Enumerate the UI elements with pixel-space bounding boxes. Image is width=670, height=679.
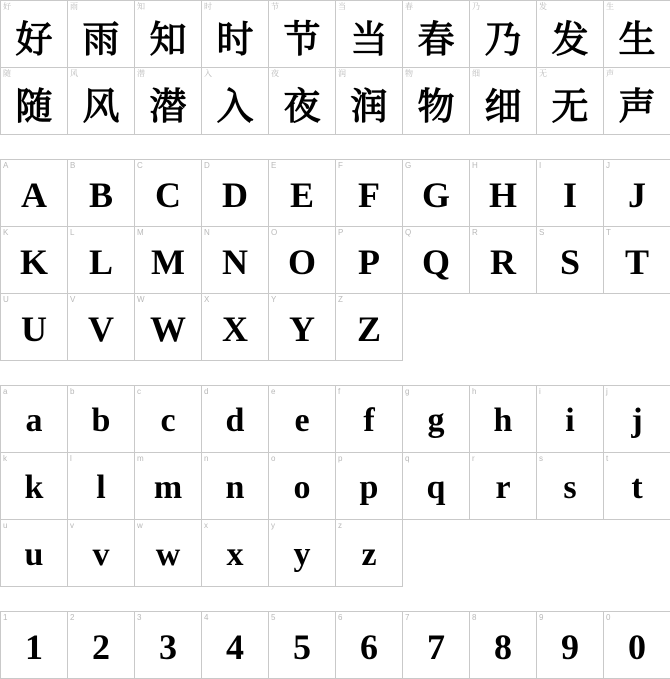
glyph-sample: 潜 [149,86,187,128]
glyph-cell[interactable] [68,612,135,679]
glyph-tag-label: U [3,295,9,304]
glyph-tag-label: r [472,454,475,463]
glyph-sample: p [359,469,379,506]
glyph-sample: g [427,402,445,439]
glyph-cell[interactable] [1,520,68,587]
glyph-sample: F [358,174,380,215]
glyph-tag-label: m [137,454,144,463]
glyph-cell[interactable] [135,294,202,361]
glyph-cell[interactable] [403,612,470,679]
glyph-tag-label: 6 [338,613,343,622]
glyph-tag-label: 7 [405,613,410,622]
glyph-sample: 细 [484,86,522,128]
glyph-cell[interactable] [68,68,135,135]
glyph-cell[interactable] [135,160,202,227]
glyph-sample: 物 [417,86,455,128]
glyph-cell[interactable] [269,612,336,679]
glyph-cell[interactable] [269,160,336,227]
glyph-sample: G [421,174,450,215]
glyph-cell[interactable] [202,1,269,68]
glyph-tag-label: C [137,161,143,170]
digits-block [0,611,670,679]
glyph-cell[interactable] [336,227,403,294]
glyph-tag-label: 无 [539,69,547,78]
glyph-tag-label: W [137,295,145,304]
glyph-sample: P [358,241,380,282]
glyph-tag-label: 节 [271,2,279,11]
glyph-tag-label: b [70,387,75,396]
glyph-cell[interactable] [269,1,336,68]
glyph-sample [403,294,469,360]
glyph-tag-label: w [137,521,143,530]
glyph-tag-label: 随 [3,69,11,78]
glyph-sample: f [363,402,375,439]
glyph-cell[interactable] [68,520,135,587]
glyph-sample: Z [356,308,381,349]
glyph-tag-label: T [606,228,611,237]
glyph-cell[interactable] [68,227,135,294]
glyph-tag-label: a [3,387,8,396]
glyph-cell[interactable] [336,520,403,587]
glyph-tag-label: I [539,161,542,170]
glyph-tag-label: E [271,161,277,170]
glyph-sample: L [88,241,113,282]
glyph-cell[interactable] [470,453,537,520]
glyph-tag-label: 乃 [472,2,480,11]
glyph-tag-label: J [606,161,610,170]
glyph-sample: W [150,308,186,349]
glyph-tag-label: 风 [70,69,78,78]
glyph-cell[interactable] [470,68,537,135]
lowercase-block [0,385,670,587]
glyph-cell[interactable] [135,520,202,587]
glyph-tag-label: c [137,387,141,396]
glyph-cell[interactable] [336,294,403,361]
glyph-sample: 风 [82,86,120,128]
glyph-tag-label: 春 [405,2,413,11]
glyph-sample: 声 [618,86,656,128]
glyph-tag-label: v [70,521,74,530]
glyph-tag-label: D [204,161,210,170]
glyph-tag-label: n [204,454,209,463]
glyph-sample: o [293,469,311,506]
glyph-sample: 0 [628,626,646,667]
glyph-tag-label: A [3,161,9,170]
uppercase-block [0,159,670,361]
glyph-sample: A [21,174,47,215]
glyph-cell[interactable] [604,160,670,227]
glyph-sample: 春 [417,19,455,61]
glyph-sample: M [151,241,185,282]
glyph-sample: l [96,469,106,506]
glyph-tag-label: L [70,228,75,237]
glyph-sample: z [361,536,377,573]
glyph-sample: 乃 [484,19,522,61]
glyph-tag-label: x [204,521,208,530]
glyph-cell[interactable] [537,453,604,520]
glyph-cell-empty [604,294,670,361]
glyph-cell[interactable] [403,1,470,68]
glyph-sample [537,520,603,586]
glyph-tag-label: Y [271,295,277,304]
glyph-sample: 润 [350,86,388,128]
glyph-sample: 3 [159,626,177,667]
glyph-cell[interactable] [1,453,68,520]
glyph-cell-empty [537,294,604,361]
glyph-sample: 4 [226,626,244,667]
glyph-sample: 好 [15,19,53,61]
glyph-tag-label: 润 [338,69,346,78]
glyph-cell[interactable] [537,160,604,227]
glyph-cell[interactable] [470,612,537,679]
glyph-tag-label: 知 [137,2,145,11]
glyph-tag-label: N [204,228,210,237]
glyph-cell-empty [604,520,670,587]
glyph-tag-label: O [271,228,278,237]
glyph-sample: B [88,174,113,215]
glyph-cell[interactable] [537,1,604,68]
glyph-cell[interactable] [1,1,68,68]
glyph-tag-label: q [405,454,410,463]
glyph-sample: R [490,241,516,282]
glyph-cell[interactable] [403,453,470,520]
glyph-tag-label: S [539,228,545,237]
glyph-tag-label: t [606,454,609,463]
glyph-tag-label: y [271,521,275,530]
glyph-sample: T [624,241,649,282]
glyph-sample: q [426,469,446,506]
glyph-tag-label: 2 [70,613,75,622]
glyph-tag-label: d [204,387,209,396]
glyph-sample [604,294,670,360]
glyph-sample: 当 [350,19,388,61]
glyph-cell[interactable] [336,68,403,135]
glyph-sample: 6 [360,626,378,667]
glyph-tag-label: p [338,454,343,463]
glyph-sample: 7 [427,626,445,667]
glyph-sample: D [222,174,248,215]
glyph-tag-label: G [405,161,412,170]
glyph-sample: 雨 [82,19,120,61]
glyph-sample: 入 [216,86,254,128]
glyph-tag-label: 潜 [137,69,145,78]
glyph-sample: c [160,402,176,439]
glyph-tag-label: l [70,454,72,463]
glyph-tag-label: R [472,228,478,237]
glyph-sample: I [562,174,577,215]
glyph-cell[interactable] [604,68,670,135]
glyph-sample: V [88,308,114,349]
glyph-cell[interactable] [537,68,604,135]
glyph-cell[interactable] [202,294,269,361]
glyph-cell-empty [403,520,470,587]
block-spacer [0,361,670,385]
glyph-sample: v [92,536,110,573]
glyph-cell[interactable] [269,294,336,361]
block-spacer [0,135,670,159]
glyph-sample: e [294,402,310,439]
glyph-sample: 节 [283,19,321,61]
glyph-sample: h [493,402,513,439]
glyph-tag-label: 3 [137,613,142,622]
glyph-cell[interactable] [269,520,336,587]
glyph-tag-label: B [70,161,76,170]
glyph-cell[interactable] [1,612,68,679]
glyph-cell[interactable] [604,227,670,294]
glyph-cell[interactable] [135,386,202,453]
glyph-tag-label: 生 [606,2,614,11]
glyph-tag-label: Z [338,295,343,304]
glyph-cell[interactable] [1,386,68,453]
glyph-tag-label: h [472,387,477,396]
glyph-tag-label: 雨 [70,2,78,11]
glyph-sample [470,294,536,360]
glyph-tag-label: j [606,387,608,396]
glyph-cell[interactable] [135,1,202,68]
glyph-cell[interactable] [68,294,135,361]
glyph-sample: O [287,241,316,282]
glyph-sample: 5 [293,626,311,667]
glyph-cell[interactable] [269,68,336,135]
glyph-tag-label: 入 [204,69,212,78]
glyph-sample [537,294,603,360]
glyph-tag-label: 细 [472,69,480,78]
glyph-sample: H [488,174,517,215]
glyph-cell[interactable] [537,227,604,294]
glyph-cell[interactable] [336,453,403,520]
glyph-sample: K [19,241,48,282]
glyph-sample: u [24,536,44,573]
glyph-cell[interactable] [1,68,68,135]
glyph-sample: b [91,402,111,439]
glyph-sample: s [563,469,577,506]
glyph-sample: N [222,241,248,282]
glyph-cell[interactable] [470,160,537,227]
glyph-sample: 2 [92,626,110,667]
glyph-sample: Q [421,241,450,282]
glyph-tag-label: K [3,228,9,237]
glyph-tag-label: o [271,454,276,463]
glyph-tag-label: 发 [539,2,547,11]
glyph-cell[interactable] [202,612,269,679]
glyph-tag-label: 声 [606,69,614,78]
glyph-sample: k [24,469,44,506]
glyph-sample: 无 [551,86,589,128]
glyph-sample: 8 [494,626,512,667]
glyph-sample: m [153,469,183,506]
glyph-cell[interactable] [202,160,269,227]
glyph-sample: U [21,308,47,349]
glyph-cell[interactable] [202,386,269,453]
glyph-tag-label: 0 [606,613,611,622]
glyph-cell[interactable] [202,453,269,520]
glyph-cell[interactable] [403,160,470,227]
glyph-tag-label: 4 [204,613,209,622]
glyph-cell-empty [470,294,537,361]
glyph-tag-label: 9 [539,613,544,622]
glyph-sample: a [25,402,43,439]
glyph-cell[interactable] [604,612,670,679]
glyph-sample: n [225,469,245,506]
glyph-sample: j [631,402,643,439]
glyph-sample: C [155,174,181,215]
glyph-sample [604,520,670,586]
glyph-sample: Y [289,308,315,349]
glyph-tag-label: i [539,387,541,396]
glyph-tag-label: 当 [338,2,346,11]
glyph-sample: 随 [15,86,53,128]
glyph-tag-label: 8 [472,613,477,622]
glyph-sample: 生 [618,19,656,61]
glyph-sample: y [293,536,311,573]
glyph-sample: 夜 [283,86,321,128]
glyph-cell[interactable] [537,612,604,679]
glyph-cell[interactable] [135,453,202,520]
glyph-sample: S [559,241,581,282]
glyph-cell[interactable] [403,227,470,294]
glyph-tag-label: V [70,295,76,304]
glyph-tag-label: 5 [271,613,276,622]
glyph-sample: t [631,469,643,506]
glyph-tag-label: M [137,228,144,237]
glyph-tag-label: e [271,387,276,396]
glyph-sample: i [565,402,575,439]
glyph-cell[interactable] [604,453,670,520]
glyph-tag-label: X [204,295,210,304]
glyph-cell[interactable] [269,227,336,294]
glyph-cell[interactable] [403,68,470,135]
glyph-tag-label: 时 [204,2,212,11]
glyph-cell[interactable] [202,227,269,294]
glyph-cell[interactable] [1,160,68,227]
glyph-tag-label: k [3,454,7,463]
glyph-cell[interactable] [269,453,336,520]
glyph-tag-label: f [338,387,341,396]
glyph-cell[interactable] [336,386,403,453]
glyph-sample: J [628,174,646,215]
glyph-cell[interactable] [336,160,403,227]
glyph-sample: 知 [149,19,187,61]
glyph-tag-label: g [405,387,410,396]
glyph-sample: d [225,402,245,439]
glyph-sample: 9 [561,626,579,667]
cjk-block [0,0,670,135]
glyph-cell[interactable] [470,386,537,453]
glyph-tag-label: s [539,454,543,463]
glyph-sample: w [155,536,181,573]
glyph-tag-label: 物 [405,69,413,78]
glyph-sample [470,520,536,586]
glyph-cell[interactable] [336,1,403,68]
glyph-cell[interactable] [202,68,269,135]
glyph-cell[interactable] [68,386,135,453]
glyph-cell[interactable] [135,68,202,135]
glyph-cell[interactable] [604,386,670,453]
glyph-cell[interactable] [470,227,537,294]
glyph-cell[interactable] [68,1,135,68]
glyph-tag-label: u [3,521,8,530]
glyph-tag-label: z [338,521,342,530]
glyph-tag-label: H [472,161,478,170]
glyph-tag-label: P [338,228,344,237]
glyph-sample: 1 [25,626,43,667]
glyph-sample: 发 [551,19,589,61]
glyph-cell[interactable] [604,1,670,68]
glyph-cell-empty [537,520,604,587]
glyph-tag-label: F [338,161,343,170]
glyph-tag-label: 夜 [271,69,279,78]
glyph-cell[interactable] [68,453,135,520]
glyph-cell[interactable] [135,612,202,679]
glyph-sample: r [495,469,511,506]
glyph-sample: X [222,308,248,349]
glyph-cell[interactable] [470,1,537,68]
glyph-tag-label: 1 [3,613,8,622]
glyph-sample: x [226,536,244,573]
glyph-cell-empty [470,520,537,587]
glyph-sample [403,520,469,586]
glyph-cell[interactable] [202,520,269,587]
glyph-cell[interactable] [537,386,604,453]
glyph-cell[interactable] [135,227,202,294]
glyph-cell[interactable] [269,386,336,453]
glyph-cell[interactable] [403,386,470,453]
glyph-cell[interactable] [68,160,135,227]
glyph-cell[interactable] [1,294,68,361]
glyph-cell[interactable] [336,612,403,679]
glyph-cell[interactable] [1,227,68,294]
glyph-sample: E [289,174,314,215]
glyph-tag-label: Q [405,228,412,237]
glyph-tag-label: 好 [3,2,11,11]
glyph-cell-empty [403,294,470,361]
glyph-sample: 时 [216,19,254,61]
block-spacer [0,587,670,611]
